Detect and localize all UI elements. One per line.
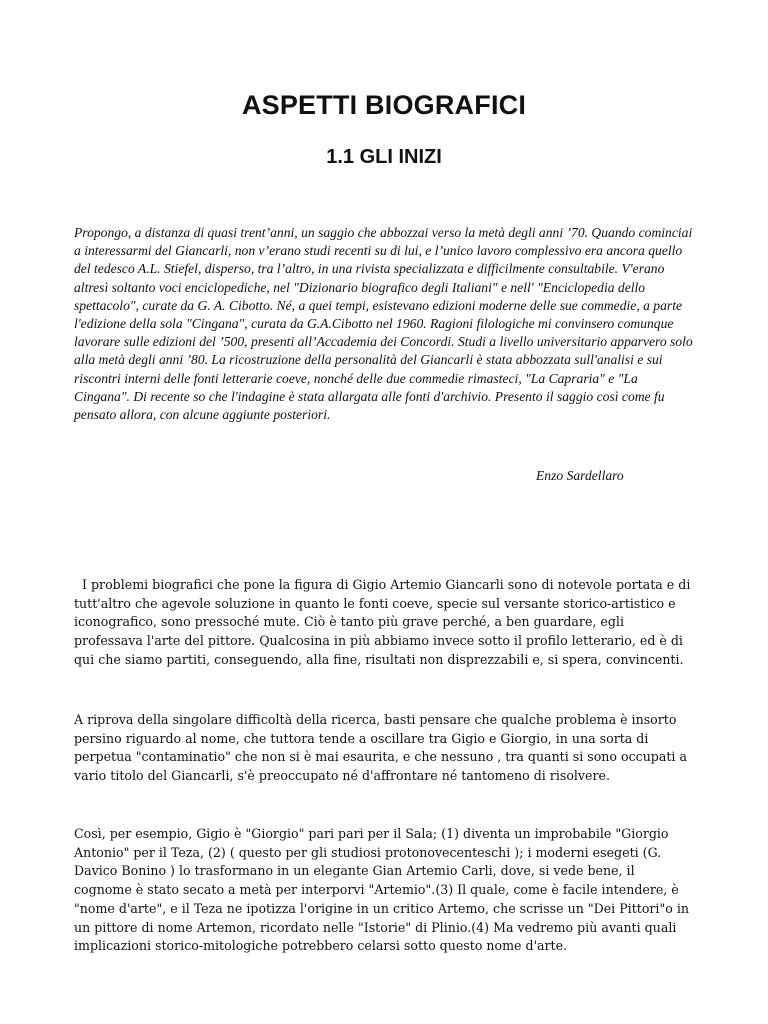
- section-heading: 1.1 GLI INIZI: [326, 146, 442, 168]
- page-title: ASPETTI BIOGRAFICI: [241, 90, 527, 120]
- intro-paragraph: Propongo, a distanza di quasi trent’anni, un saggio che abbozzai verso la metà degli anni ’70. Quando cominciai a interessarmi del Giancarli, non v’erano studi recenti su di lui, e l’unico lavoro complessivo era ancora quello del tedesco A.L. Stiefel, disperso, tra l’altro, in una rivista specializzata e difficilmente consultabile. V'erano altresì soltanto voci enciclopediche, nel "Dizionario biografico degli Italiani" e nell' "Enciclopedia dello spettacolo", curate da G. A. Cibotto. Né, a quei tempi, esistevano edizioni moderne delle sue commedie, a parte l'edizione della sola "Cingana", curata da G.A.Cibotto nel 1960. Ragioni filologiche mi convinsero comunque lavorare sulle edizioni del ’500, presenti all’Accademia dei Concordi. Studi a livello universitario apparvero solo alla metà degli anni ’80. La ricostruzione della personalità del Giancarli è stata abbozzata sull'analisi e sui riscontri interni delle fonti letterarie coeve, nonché delle due commedie rimasteci, "La Capraria" e "La Cingana". Di recente so che l'indagine è stata allargata alle fonti d'archivio. Presento il saggio così come fu pensato allora, con alcune aggiunte posteriori.: [74, 225, 693, 423]
- author-signature: Enzo Sardellaro: [536, 468, 624, 483]
- body-paragraph-3: Così, per esempio, Gigio è "Giorgio" pari pari per il Sala; (1) diventa un improbabile "Giorgio Antonio" per il Teza, (2) ( questo per gli studiosi protonovecenteschi ); i moderni esegeti (G. Davico Bonino ) lo trasformano in un elegante Gian Artemio Carli, dove, si vede bene, il cognome è stato secato a metà per interporvi "Artemio".(3) Il quale, come è facile intendere, è "nome d'arte", e il Teza ne ipotizza l'origine in un critico Artemo, che scrisse un "Dei Pittori"o in un pittore di nome Artemon, ricordato nelle "Istorie" di Plinio.(4) Ma vedremo più avanti quali implicazioni storico-mitologiche potrebbero celarsi sotto questo nome d'arte.: [74, 826, 689, 954]
- body-paragraph-1: I problemi biografici che pone la figura di Gigio Artemio Giancarli sono di notevole portata e di tutt'altro che agevole soluzione in quanto le fonti coeve, specie sul versante storico-artistico e iconografico, sono pressoché mute. Ciò è tanto più grave perché, a ben guardare, egli professava l'arte del pittore. Qualcosina in più abbiamo invece sotto il profilo letterario, ed è di qui che siamo partiti, conseguendo, alla fine, risultati non disprezzabili e, si spera, convincenti.: [74, 577, 691, 667]
- body-paragraph-2: A riprova della singolare difficoltà della ricerca, basti pensare che qualche problema è insorto persino riguardo al nome, che tuttora tende a oscillare tra Gigio e Giorgio, in una sorta di perpetua "contaminatio" che non si è mai esaurita, e che nessuno , tra quanti si sono occupati a vario titolo del Giancarli, s'è preoccupato né d'affrontare né tantomeno di risolvere.: [74, 712, 687, 784]
